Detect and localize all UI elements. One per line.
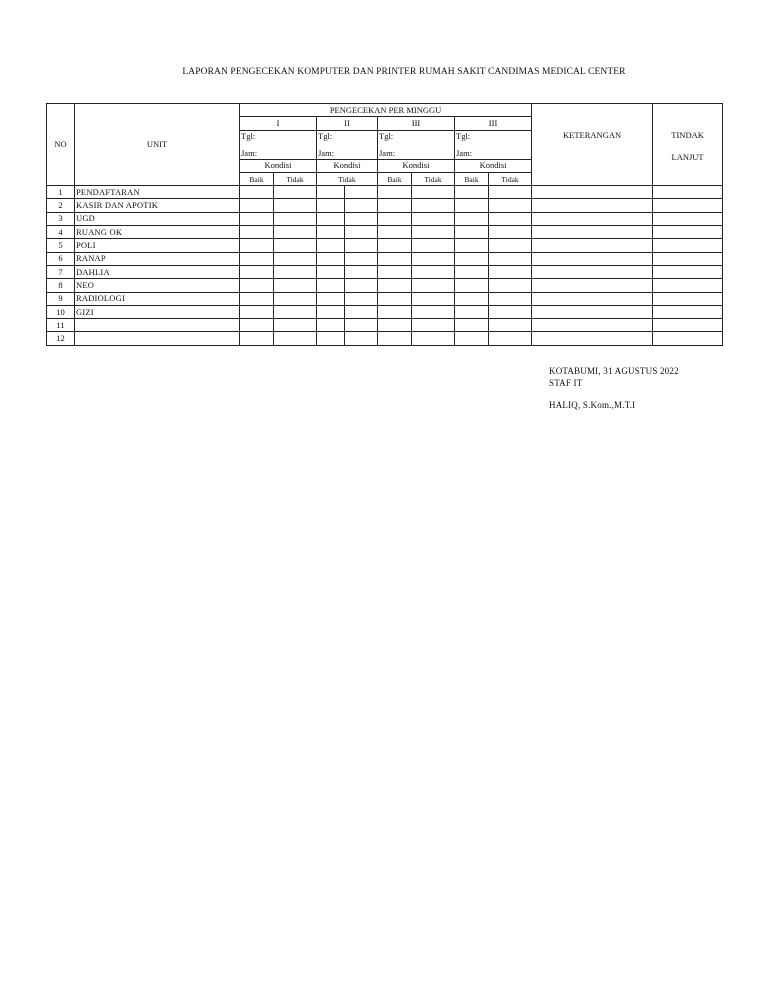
- condition-cell[interactable]: [378, 252, 412, 265]
- tindak-label: TINDAK: [671, 130, 704, 140]
- row-unit-name: GIZI: [75, 305, 240, 318]
- condition-cell[interactable]: [489, 199, 532, 212]
- condition-cell[interactable]: [489, 186, 532, 199]
- table-row: [47, 292, 723, 305]
- condition-cell[interactable]: [345, 212, 378, 225]
- condition-cell[interactable]: [345, 279, 378, 292]
- row-unit-name: NEO: [75, 279, 240, 292]
- keterangan-cell[interactable]: [532, 332, 653, 345]
- condition-cell[interactable]: [240, 332, 274, 345]
- condition-cell[interactable]: [240, 265, 274, 278]
- week-2-date-time: [317, 130, 378, 159]
- week-1-header: I: [240, 117, 317, 130]
- condition-cell[interactable]: [489, 332, 532, 345]
- keterangan-cell[interactable]: [532, 292, 653, 305]
- condition-cell[interactable]: [455, 226, 489, 239]
- week-4-baik: Baik: [455, 172, 489, 185]
- report-table: [46, 103, 723, 346]
- condition-cell[interactable]: [378, 279, 412, 292]
- table-row: [47, 186, 723, 199]
- condition-cell[interactable]: [412, 332, 455, 345]
- condition-cell[interactable]: [455, 305, 489, 318]
- week-3-tidak: Tidak: [412, 172, 455, 185]
- week-2-tidak: Tidak: [317, 172, 378, 185]
- condition-cell[interactable]: [317, 252, 345, 265]
- tindak-lanjut-cell[interactable]: [653, 332, 723, 345]
- condition-cell[interactable]: [412, 319, 455, 332]
- row-unit-name: DAHLIA: [75, 265, 240, 278]
- condition-cell[interactable]: [378, 186, 412, 199]
- keterangan-cell[interactable]: [532, 226, 653, 239]
- row-number: 6: [47, 252, 75, 265]
- condition-cell[interactable]: [240, 319, 274, 332]
- row-unit-name: RANAP: [75, 252, 240, 265]
- tindak-lanjut-cell[interactable]: [653, 265, 723, 278]
- tindak-lanjut-cell[interactable]: [653, 199, 723, 212]
- condition-cell[interactable]: [412, 186, 455, 199]
- keterangan-header: KETERANGAN: [532, 104, 653, 186]
- report-title: LAPORAN PENGECEKAN KOMPUTER DAN PRINTER RUMAH SAKIT CANDIMAS MEDICAL CENTER: [182, 67, 626, 77]
- condition-cell[interactable]: [345, 332, 378, 345]
- condition-cell[interactable]: [455, 292, 489, 305]
- week-3-baik: Baik: [378, 172, 412, 185]
- condition-cell[interactable]: [274, 305, 317, 318]
- condition-cell[interactable]: [317, 212, 345, 225]
- tindak-lanjut-cell[interactable]: [653, 279, 723, 292]
- row-unit-name: RADIOLOGI: [75, 292, 240, 305]
- condition-cell[interactable]: [240, 239, 274, 252]
- condition-cell[interactable]: [378, 332, 412, 345]
- row-number: 12: [47, 332, 75, 345]
- condition-cell[interactable]: [378, 305, 412, 318]
- tindak-lanjut-cell[interactable]: [653, 319, 723, 332]
- jam-label: Jam:: [456, 147, 473, 158]
- condition-cell[interactable]: [455, 279, 489, 292]
- condition-cell[interactable]: [378, 292, 412, 305]
- condition-cell[interactable]: [274, 252, 317, 265]
- keterangan-cell[interactable]: [532, 305, 653, 318]
- row-number: 10: [47, 305, 75, 318]
- condition-cell[interactable]: [345, 305, 378, 318]
- row-unit-name: [75, 319, 240, 332]
- no-header: NO: [47, 104, 75, 186]
- week-2-header: II: [317, 117, 378, 130]
- table-row: [47, 305, 723, 318]
- condition-cell[interactable]: [378, 319, 412, 332]
- condition-cell[interactable]: [455, 199, 489, 212]
- row-number: 1: [47, 186, 75, 199]
- condition-cell[interactable]: [455, 212, 489, 225]
- condition-cell[interactable]: [378, 226, 412, 239]
- condition-cell[interactable]: [412, 292, 455, 305]
- condition-cell[interactable]: [412, 212, 455, 225]
- week-1-baik: Baik: [240, 172, 274, 185]
- row-unit-name: UGD: [75, 212, 240, 225]
- condition-cell[interactable]: [317, 292, 345, 305]
- tindak-lanjut-cell[interactable]: [653, 226, 723, 239]
- condition-cell[interactable]: [317, 226, 345, 239]
- condition-cell[interactable]: [345, 319, 378, 332]
- condition-cell[interactable]: [274, 279, 317, 292]
- week-1-tidak: Tidak: [274, 172, 317, 185]
- condition-cell[interactable]: [240, 292, 274, 305]
- week-4-date-time: [455, 130, 532, 159]
- condition-cell[interactable]: [274, 226, 317, 239]
- condition-cell[interactable]: [412, 199, 455, 212]
- signature-role: STAF IT: [549, 378, 583, 388]
- tindak-lanjut-cell[interactable]: [653, 292, 723, 305]
- condition-cell[interactable]: [274, 199, 317, 212]
- condition-cell[interactable]: [317, 279, 345, 292]
- row-number: 3: [47, 212, 75, 225]
- lanjut-label: LANJUT: [671, 152, 704, 162]
- condition-cell[interactable]: [317, 239, 345, 252]
- condition-cell[interactable]: [345, 186, 378, 199]
- condition-cell[interactable]: [378, 199, 412, 212]
- condition-cell[interactable]: [240, 212, 274, 225]
- condition-cell[interactable]: [345, 199, 378, 212]
- condition-cell[interactable]: [412, 226, 455, 239]
- condition-cell[interactable]: [489, 239, 532, 252]
- weekly-check-header: PENGECEKAN PER MINGGU: [240, 104, 532, 117]
- condition-cell[interactable]: [455, 319, 489, 332]
- tindak-lanjut-cell[interactable]: [653, 239, 723, 252]
- week-1-kondisi: Kondisi: [240, 159, 317, 172]
- row-unit-name: PENDAFTARAN: [75, 186, 240, 199]
- condition-cell[interactable]: [489, 212, 532, 225]
- condition-cell[interactable]: [489, 265, 532, 278]
- row-number: 11: [47, 319, 75, 332]
- condition-cell[interactable]: [317, 319, 345, 332]
- condition-cell[interactable]: [317, 199, 345, 212]
- row-unit-name: POLI: [75, 239, 240, 252]
- condition-cell[interactable]: [274, 292, 317, 305]
- condition-cell[interactable]: [345, 265, 378, 278]
- tgl-label: Tgl:: [379, 130, 394, 141]
- keterangan-cell[interactable]: [532, 186, 653, 199]
- table-row: [47, 252, 723, 265]
- condition-cell[interactable]: [240, 226, 274, 239]
- condition-cell[interactable]: [455, 265, 489, 278]
- keterangan-cell[interactable]: [532, 199, 653, 212]
- condition-cell[interactable]: [274, 332, 317, 345]
- row-unit-name: RUANG OK: [75, 226, 240, 239]
- tgl-label: Tgl:: [318, 130, 333, 141]
- condition-cell[interactable]: [274, 265, 317, 278]
- row-number: 4: [47, 226, 75, 239]
- condition-cell[interactable]: [274, 319, 317, 332]
- condition-cell[interactable]: [489, 319, 532, 332]
- signature-place-date: KOTABUMI, 31 AGUSTUS 2022: [549, 366, 679, 376]
- signature-name: HALIQ, S.Kom.,M.T.I: [549, 400, 636, 410]
- table-row: [47, 212, 723, 225]
- condition-cell[interactable]: [489, 279, 532, 292]
- keterangan-cell[interactable]: [532, 319, 653, 332]
- keterangan-cell[interactable]: [532, 212, 653, 225]
- condition-cell[interactable]: [455, 252, 489, 265]
- condition-cell[interactable]: [412, 252, 455, 265]
- table-row: [47, 226, 723, 239]
- row-unit-name: KASIR DAN APOTIK: [75, 199, 240, 212]
- condition-cell[interactable]: [378, 212, 412, 225]
- condition-cell[interactable]: [412, 265, 455, 278]
- table-row: [47, 332, 723, 345]
- keterangan-cell[interactable]: [532, 252, 653, 265]
- condition-cell[interactable]: [317, 332, 345, 345]
- condition-cell[interactable]: [455, 239, 489, 252]
- tindak-lanjut-cell[interactable]: [653, 212, 723, 225]
- table-row: [47, 279, 723, 292]
- keterangan-cell[interactable]: [532, 239, 653, 252]
- condition-cell[interactable]: [240, 305, 274, 318]
- condition-cell[interactable]: [378, 239, 412, 252]
- condition-cell[interactable]: [412, 305, 455, 318]
- condition-cell[interactable]: [345, 239, 378, 252]
- table-row: [47, 199, 723, 212]
- condition-cell[interactable]: [412, 239, 455, 252]
- condition-cell[interactable]: [345, 226, 378, 239]
- condition-cell[interactable]: [412, 279, 455, 292]
- condition-cell[interactable]: [240, 252, 274, 265]
- condition-cell[interactable]: [240, 186, 274, 199]
- tgl-label: Tgl:: [456, 130, 471, 141]
- keterangan-cell[interactable]: [532, 279, 653, 292]
- condition-cell[interactable]: [489, 226, 532, 239]
- condition-cell[interactable]: [455, 332, 489, 345]
- jam-label: Jam:: [241, 147, 258, 158]
- condition-cell[interactable]: [240, 279, 274, 292]
- week-3-header: III: [378, 117, 455, 130]
- table-row: [47, 265, 723, 278]
- jam-label: Jam:: [318, 147, 335, 158]
- row-number: 5: [47, 239, 75, 252]
- keterangan-cell[interactable]: [532, 265, 653, 278]
- condition-cell[interactable]: [274, 212, 317, 225]
- condition-cell[interactable]: [317, 305, 345, 318]
- condition-cell[interactable]: [455, 186, 489, 199]
- table-row: [47, 239, 723, 252]
- table-row: [47, 319, 723, 332]
- unit-rows: [47, 186, 723, 346]
- tindak-lanjut-header: [653, 104, 723, 186]
- week-4-kondisi: Kondisi: [455, 159, 532, 172]
- condition-cell[interactable]: [378, 265, 412, 278]
- condition-cell[interactable]: [489, 305, 532, 318]
- condition-cell[interactable]: [489, 292, 532, 305]
- tindak-lanjut-cell[interactable]: [653, 252, 723, 265]
- condition-cell[interactable]: [345, 252, 378, 265]
- week-3-date-time: [378, 130, 455, 159]
- tindak-lanjut-cell[interactable]: [653, 186, 723, 199]
- condition-cell[interactable]: [317, 186, 345, 199]
- condition-cell[interactable]: [317, 265, 345, 278]
- condition-cell[interactable]: [240, 199, 274, 212]
- condition-cell[interactable]: [489, 252, 532, 265]
- row-number: 8: [47, 279, 75, 292]
- row-unit-name: [75, 332, 240, 345]
- row-number: 2: [47, 199, 75, 212]
- week-4-header: III: [455, 117, 532, 130]
- row-number: 7: [47, 265, 75, 278]
- week-3-kondisi: Kondisi: [378, 159, 455, 172]
- jam-label: Jam:: [379, 147, 396, 158]
- unit-header: UNIT: [75, 104, 240, 186]
- row-number: 9: [47, 292, 75, 305]
- tindak-lanjut-cell[interactable]: [653, 305, 723, 318]
- week-2-kondisi: Kondisi: [317, 159, 378, 172]
- condition-cell[interactable]: [274, 239, 317, 252]
- condition-cell[interactable]: [345, 292, 378, 305]
- week-1-date-time: [240, 130, 317, 159]
- condition-cell[interactable]: [274, 186, 317, 199]
- week-4-tidak: Tidak: [489, 172, 532, 185]
- tgl-label: Tgl:: [241, 130, 256, 141]
